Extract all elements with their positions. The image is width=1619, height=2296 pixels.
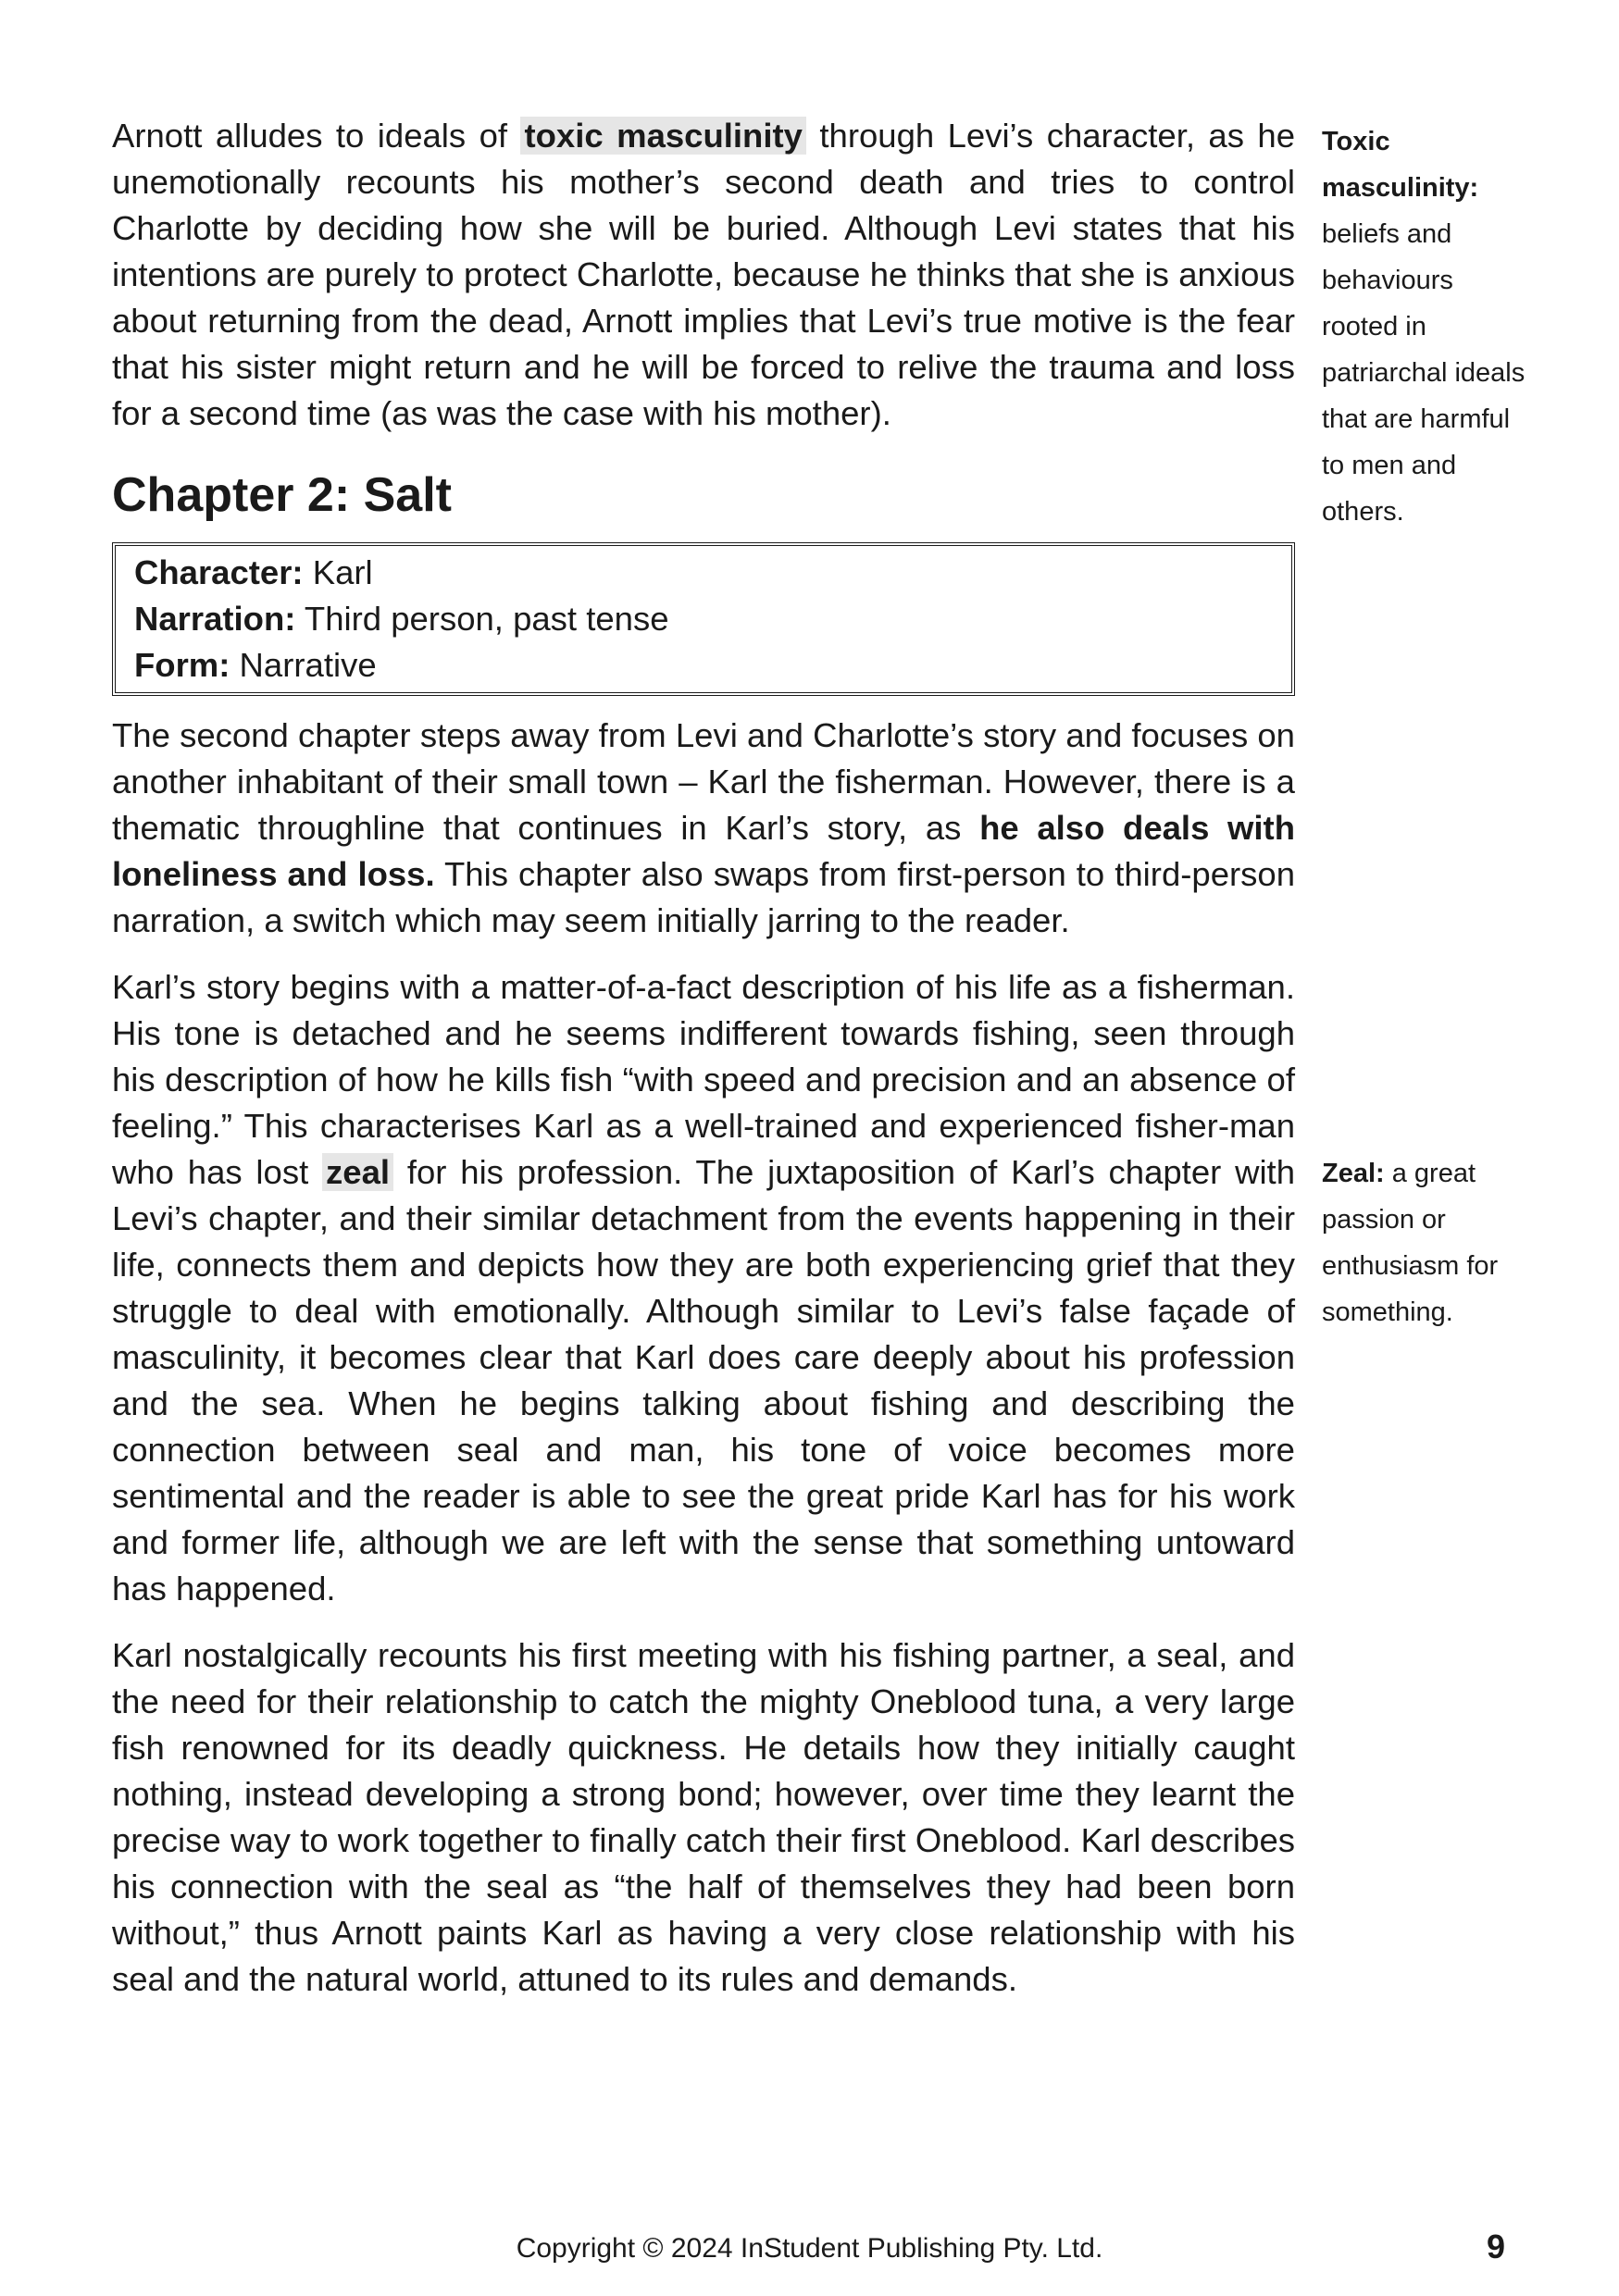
paragraph-text: for his profession. The juxtaposition of Karl’s chapter with Levi’s chapter, and their similar detachment from the events happening in their life, connects them and depicts how they are both experiencing grief that they struggle to deal with emotionally. Although similar to Levi’s false façade of masculinity, it becomes clear that Karl does care deeply about his profession and the sea. When he begins talking about fishing and describing the connection between seal and man, his tone of voice becomes more sentimental and the reader is able to see the great pride Karl has for his work and former life, although we are left with the sense that something untoward has happened.	[112, 1153, 1295, 1607]
chapter-info-box	[112, 542, 1295, 696]
highlighted-term-zeal: zeal	[322, 1153, 393, 1191]
margin-note-term: Zeal:	[1322, 1159, 1385, 1188]
highlighted-term-toxic-masculinity: toxic masculinity	[520, 117, 805, 155]
info-label: Narration:	[134, 600, 296, 638]
page-number: 9	[1487, 2228, 1506, 2265]
margin-note-toxic-masculinity	[1322, 118, 1535, 535]
footer-copyright: Copyright © 2024 InStudent Publishing Pty. Ltd.	[516, 2233, 1103, 2264]
paragraph-toxic-masculinity	[112, 113, 1295, 437]
paragraph-text: Karl’s story begins with a matter-of-a-fact description of his life as a fisherman. His tone is detached and he seems indifferent towards fishing, seen through his description of how he kills fish “with speed and precision and an absence of feeling.” This characterises Karl as a well-trained and experienced fisher-man who has lost	[112, 968, 1295, 1191]
margin-note-definition: a great passion or enthusiasm for something.	[1322, 1159, 1499, 1327]
info-row-form	[134, 642, 1273, 689]
paragraph-karl-story	[112, 964, 1295, 1612]
info-row-narration	[134, 596, 1273, 642]
margin-note-zeal	[1322, 1150, 1535, 1335]
margin-note-definition: beliefs and behaviours rooted in patriarchal ideals that are harmful to men and others.	[1322, 219, 1526, 527]
paragraph-text: The second chapter steps away from Levi and Charlotte’s story and focuses on another inhabitant of their small town – Karl the fisherman. However, there is a thematic throughline that continues in Karl’s story, as	[112, 716, 1295, 847]
paragraph-text: through Levi’s character, as he unemotionally recounts his mother’s second death and tries to control Charlotte by deciding how she will be buried. Although Levi states that his intentions are purely to protect Charlotte, because he thinks that she is anxious about returning from the dead, Arnott implies that Levi’s true motive is the fear that his sister might return and he will be forced to relive the trauma and loss for a second time (as was the case with his mother).	[112, 117, 1295, 432]
paragraph-text: This chapter also swaps from first-person to third-person narration, a switch which may seem initially jarring to the reader.	[112, 855, 1296, 939]
margin-note-term: Toxic masculinity:	[1322, 127, 1479, 203]
bold-phrase: he also deals with loneliness and loss.	[112, 809, 1296, 893]
info-label: Form:	[134, 646, 230, 684]
main-content	[112, 113, 1295, 2023]
info-value: Third person, past tense	[295, 600, 669, 638]
paragraph-chapter-intro	[112, 713, 1295, 944]
info-row-character	[134, 550, 1273, 596]
info-label: Character:	[134, 553, 304, 591]
info-value: Karl	[303, 553, 373, 591]
info-value: Narrative	[230, 646, 377, 684]
paragraph-seal-partner: Karl nostalgically recounts his first meeting with his fishing partner, a seal, and the need for their relationship to catch the mighty Oneblood tuna, a very large fish renowned for its deadly quickness. He details how they initially caught nothing, instead developing a strong bond; however, over time they learnt the precise way to work together to finally catch their first Oneblood. Karl describes his connection with the seal as “the half of themselves they had been born without,” thus Arnott paints Karl as having a very close relationship with his seal and the natural world, attuned to its rules and demands.	[112, 1636, 1295, 1998]
paragraph-text: Arnott alludes to ideals of	[112, 117, 521, 155]
chapter-heading: Chapter 2: Salt	[112, 468, 452, 522]
